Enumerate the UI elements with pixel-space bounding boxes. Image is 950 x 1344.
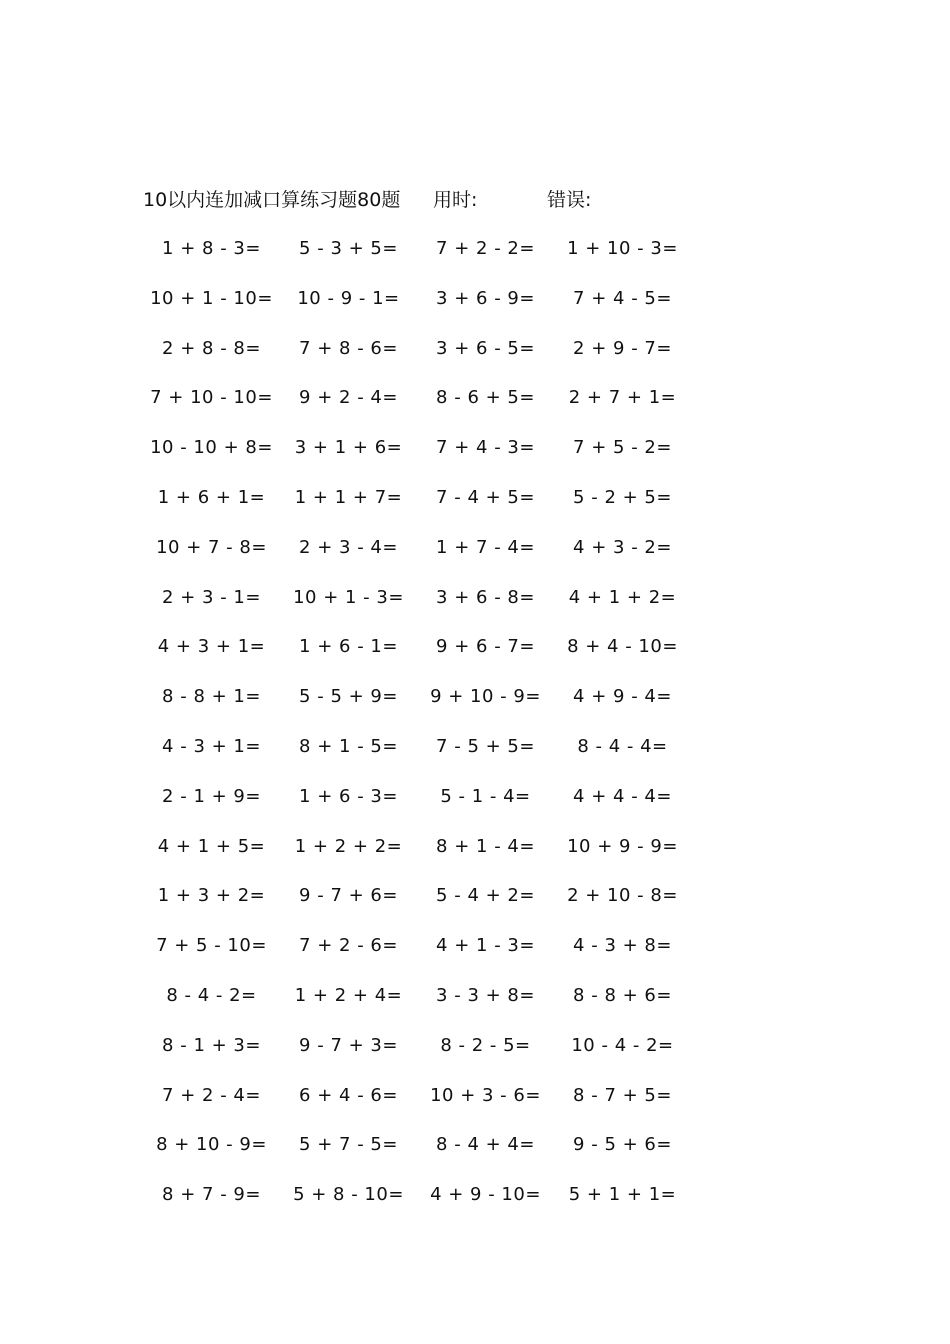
arithmetic-problem: 2 + 3 - 4= [299, 536, 398, 558]
arithmetic-problem: 1 + 10 - 3= [567, 238, 678, 259]
arithmetic-problem: 5 + 8 - 10= [293, 1184, 404, 1206]
arithmetic-problem: 3 + 6 - 9= [436, 287, 535, 309]
arithmetic-problem: 4 + 9 - 10= [430, 1184, 541, 1206]
arithmetic-problem: 7 + 10 - 10= [150, 387, 273, 409]
arithmetic-problem: 2 + 9 - 7= [573, 337, 672, 359]
arithmetic-problem: 8 - 8 + 1= [162, 686, 261, 708]
problem-row [143, 783, 703, 833]
arithmetic-problem: 10 + 9 - 9= [567, 835, 678, 857]
arithmetic-problem: 9 + 10 - 9= [430, 686, 541, 708]
problem-row [143, 882, 703, 932]
arithmetic-problem: 2 + 8 - 8= [162, 337, 261, 359]
arithmetic-problem: 8 + 1 - 5= [299, 735, 398, 757]
arithmetic-problem: 8 - 8 + 6= [573, 984, 672, 1006]
arithmetic-problem: 10 - 4 - 2= [571, 1034, 674, 1056]
arithmetic-problem: 10 + 3 - 6= [430, 1084, 541, 1106]
arithmetic-problem: 7 + 8 - 6= [299, 337, 398, 359]
arithmetic-problem: 1 + 6 - 3= [299, 785, 398, 807]
arithmetic-problem: 4 + 9 - 4= [573, 686, 672, 708]
arithmetic-problem: 8 - 6 + 5= [436, 387, 535, 409]
arithmetic-problem: 8 - 2 - 5= [440, 1034, 531, 1056]
arithmetic-problem: 5 - 3 + 5= [299, 238, 398, 259]
arithmetic-problem: 8 + 1 - 4= [436, 835, 535, 857]
problem-row [143, 982, 703, 1032]
arithmetic-problem: 10 - 9 - 1= [297, 287, 400, 309]
arithmetic-problem: 2 + 10 - 8= [567, 885, 678, 907]
arithmetic-problem: 7 + 5 - 2= [573, 437, 672, 459]
arithmetic-problem: 8 - 4 - 4= [577, 735, 668, 757]
error-count-label: 错误: [547, 189, 592, 211]
arithmetic-problem: 1 + 2 + 2= [294, 835, 403, 857]
arithmetic-problem: 10 + 7 - 8= [156, 536, 267, 558]
arithmetic-problem: 7 - 4 + 5= [436, 486, 535, 508]
arithmetic-problem: 5 - 5 + 9= [299, 686, 398, 708]
problem-row [143, 534, 703, 584]
problem-row [143, 683, 703, 733]
arithmetic-problem: 8 + 10 - 9= [156, 1134, 267, 1156]
arithmetic-problem: 1 + 8 - 3= [162, 238, 261, 259]
arithmetic-problem: 8 - 1 + 3= [162, 1034, 261, 1056]
arithmetic-problem: 3 + 6 - 5= [436, 337, 535, 359]
worksheet-title: 10以内连加减口算练习题80题 [143, 189, 401, 211]
arithmetic-problem: 10 - 10 + 8= [150, 437, 273, 459]
arithmetic-problem: 10 + 1 - 3= [293, 586, 404, 608]
arithmetic-problem: 4 - 3 + 8= [573, 935, 672, 957]
arithmetic-problem: 5 + 7 - 5= [299, 1134, 398, 1156]
problem-row [143, 1032, 703, 1082]
arithmetic-problem: 2 - 1 + 9= [162, 785, 261, 807]
arithmetic-problem: 4 - 3 + 1= [162, 735, 261, 757]
problem-row [143, 335, 703, 385]
arithmetic-problem: 7 + 2 - 2= [436, 238, 535, 259]
problem-row [143, 584, 703, 634]
arithmetic-problem: 1 + 3 + 2= [157, 885, 266, 907]
arithmetic-problem: 6 + 4 - 6= [299, 1084, 398, 1106]
arithmetic-problem: 1 + 7 - 4= [436, 536, 535, 558]
arithmetic-problem: 8 + 7 - 9= [162, 1184, 261, 1206]
arithmetic-problem: 5 - 1 - 4= [440, 785, 531, 807]
problem-row [143, 1181, 703, 1231]
arithmetic-problem: 10 + 1 - 10= [150, 287, 273, 309]
arithmetic-problem: 1 + 6 + 1= [157, 486, 266, 508]
problem-row [143, 932, 703, 982]
time-used-label: 用时: [433, 189, 478, 211]
arithmetic-problem: 2 + 3 - 1= [162, 586, 261, 608]
arithmetic-problem: 4 + 3 + 1= [157, 636, 266, 658]
problem-row [143, 235, 703, 285]
problem-row [143, 434, 703, 484]
problem-row [143, 1082, 703, 1132]
arithmetic-problem: 3 + 6 - 8= [436, 586, 535, 608]
arithmetic-problem: 8 - 7 + 5= [573, 1084, 672, 1106]
arithmetic-problem: 1 + 2 + 4= [294, 984, 403, 1006]
arithmetic-problem: 5 - 2 + 5= [573, 486, 672, 508]
arithmetic-problem: 7 + 2 - 6= [299, 935, 398, 957]
arithmetic-problem: 1 + 1 + 7= [294, 486, 403, 508]
problem-row [143, 1131, 703, 1181]
problem-row [143, 384, 703, 434]
arithmetic-problem: 8 - 4 - 2= [166, 984, 257, 1006]
problem-row [143, 484, 703, 534]
problem-row [143, 733, 703, 783]
arithmetic-problem: 2 + 7 + 1= [568, 387, 677, 409]
arithmetic-problem: 9 + 6 - 7= [436, 636, 535, 658]
arithmetic-problem: 9 - 7 + 3= [299, 1034, 398, 1056]
arithmetic-problem: 7 + 4 - 5= [573, 287, 672, 309]
arithmetic-problem: 7 + 5 - 10= [156, 935, 267, 957]
arithmetic-problem: 9 + 2 - 4= [299, 387, 398, 409]
arithmetic-problem: 7 - 5 + 5= [436, 735, 535, 757]
arithmetic-problem: 4 + 1 + 5= [157, 835, 266, 857]
arithmetic-problem: 4 + 1 - 3= [436, 935, 535, 957]
arithmetic-problem: 8 - 4 + 4= [436, 1134, 535, 1156]
arithmetic-problem: 4 + 4 - 4= [573, 785, 672, 807]
arithmetic-problem: 4 + 3 - 2= [573, 536, 672, 558]
arithmetic-problem: 3 - 3 + 8= [436, 984, 535, 1006]
arithmetic-problem: 9 - 5 + 6= [573, 1134, 672, 1156]
arithmetic-problem: 4 + 1 + 2= [568, 586, 677, 608]
arithmetic-problem: 9 - 7 + 6= [299, 885, 398, 907]
arithmetic-problem: 1 + 6 - 1= [299, 636, 398, 658]
problem-row [143, 833, 703, 883]
arithmetic-problem: 7 + 4 - 3= [436, 437, 535, 459]
problem-row [143, 285, 703, 335]
arithmetic-problem: 5 - 4 + 2= [436, 885, 535, 907]
arithmetic-problem: 3 + 1 + 6= [294, 437, 403, 459]
problem-row [143, 633, 703, 683]
problem-grid [143, 235, 703, 1231]
arithmetic-problem: 5 + 1 + 1= [568, 1184, 677, 1206]
arithmetic-problem: 7 + 2 - 4= [162, 1084, 261, 1106]
arithmetic-problem: 8 + 4 - 10= [567, 636, 678, 658]
